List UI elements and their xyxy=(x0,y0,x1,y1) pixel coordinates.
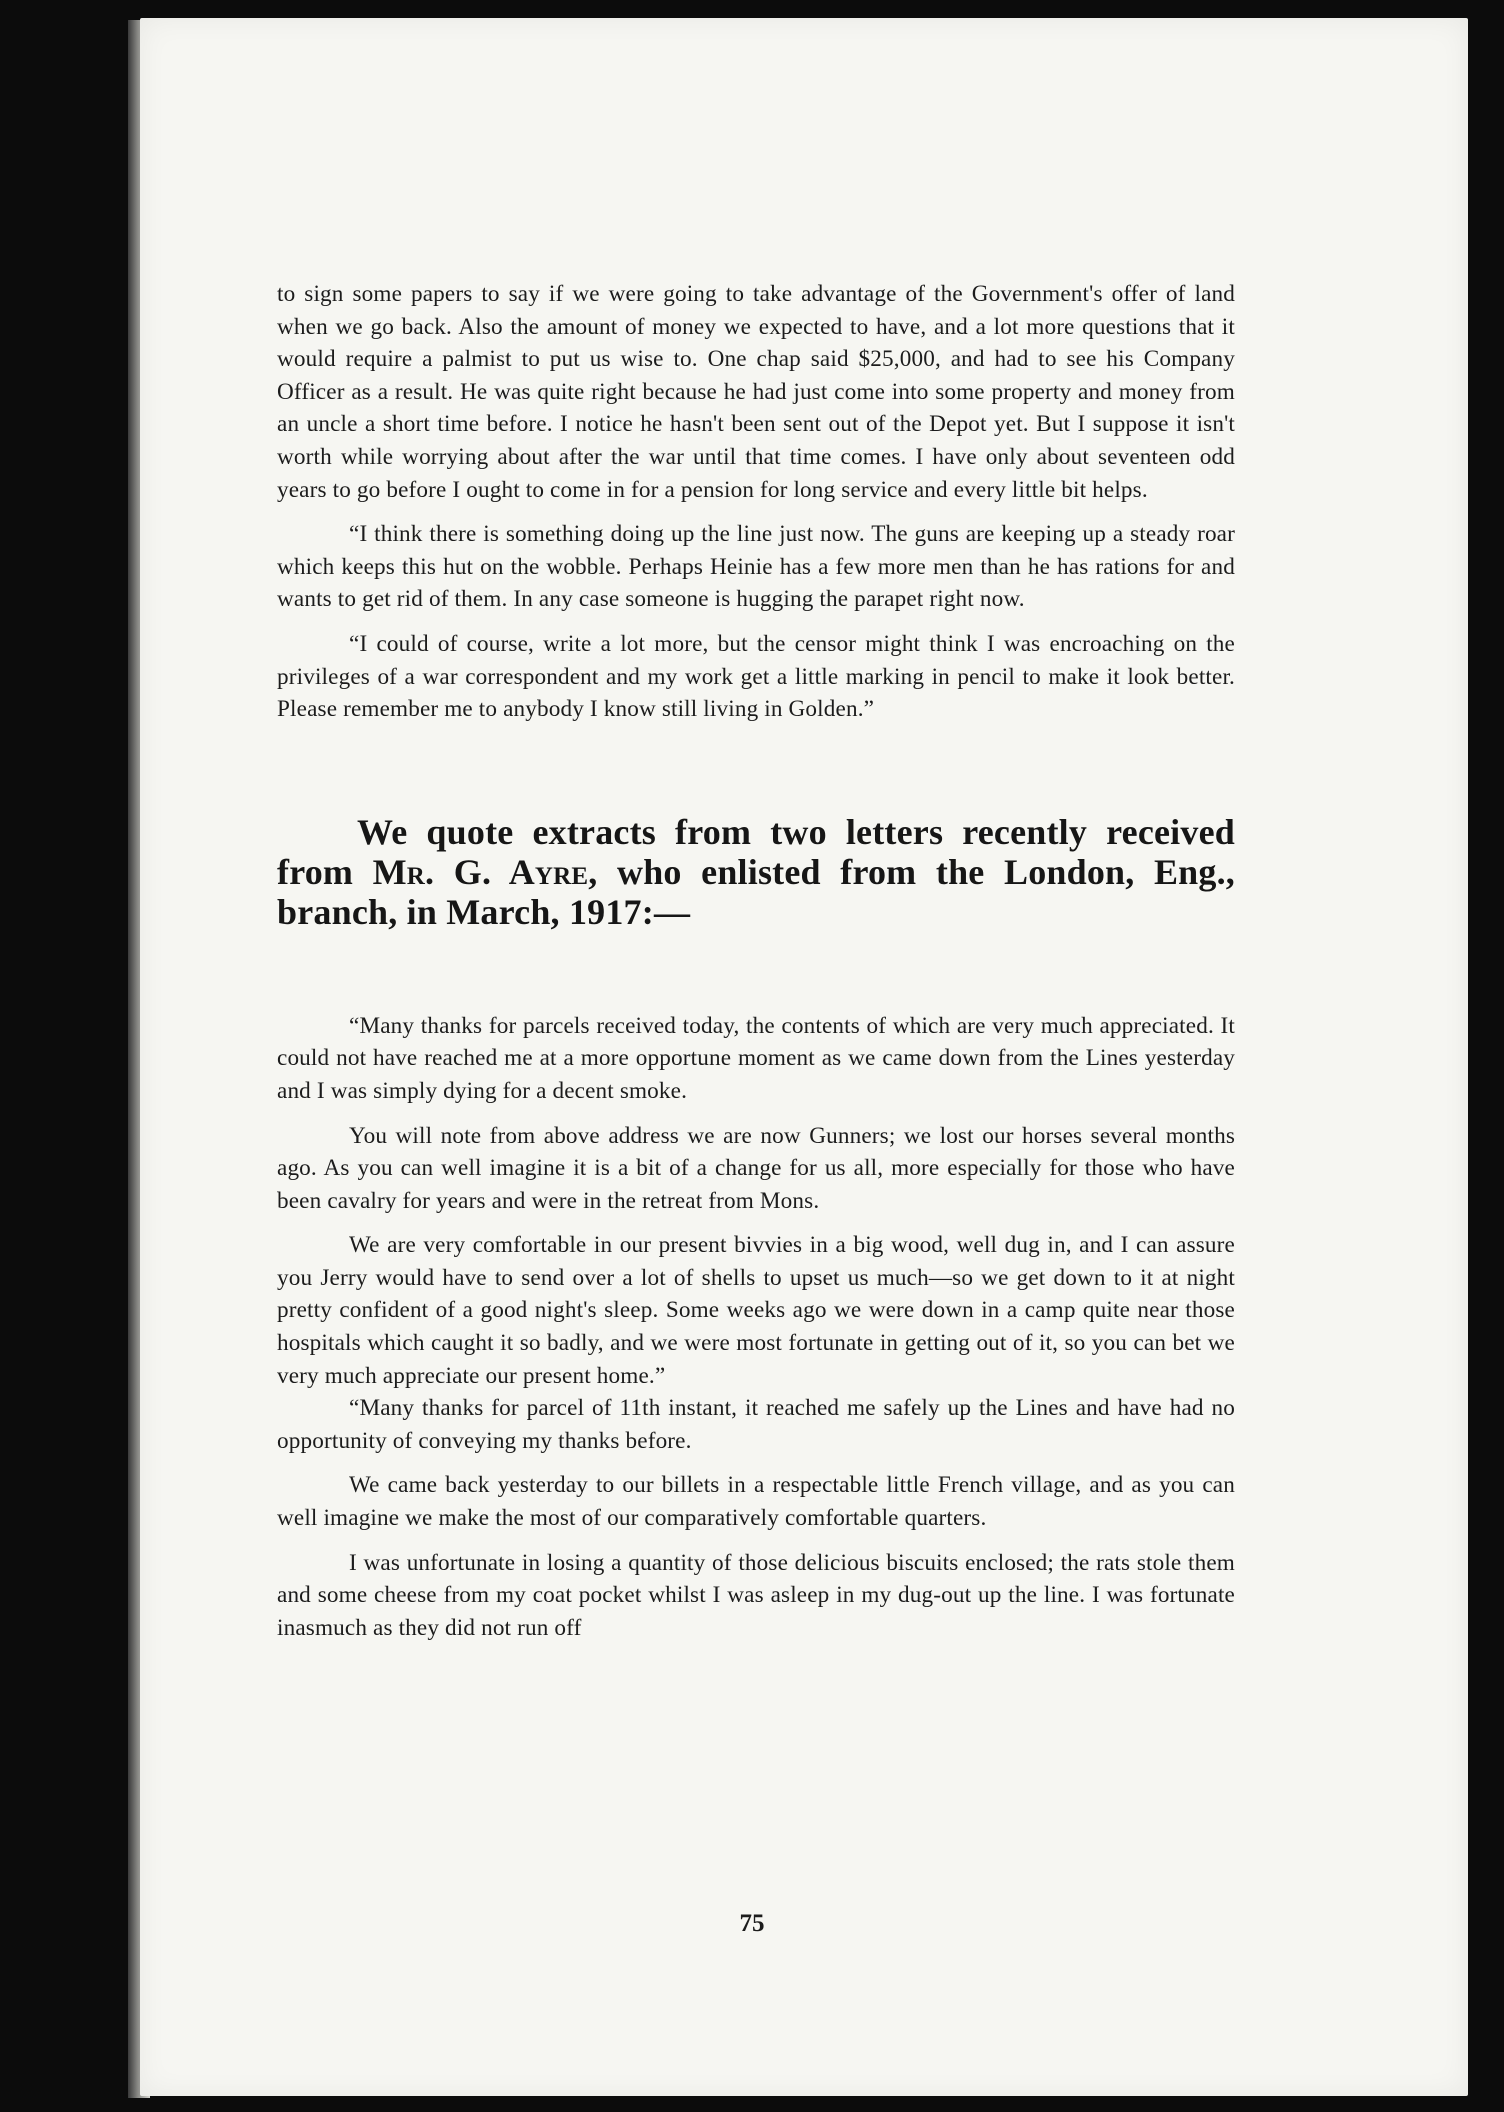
heading-intro: We quote extracts from two letters recently received from xyxy=(277,811,1235,892)
paragraph: We are very comfortable in our present bivvies in a big wood, well dug in, and I can assure you Jerry would have to send over a lot of shells to upset us much—so we get down to it at night pretty confident of a good night's sleep. Some weeks ago we were down in a camp quite near those hospitals which caught it so badly, and we were most fortunate in getting out of it, so you can bet we very much appreciate our present home.” xyxy=(277,1232,1235,1389)
page-number: 75 xyxy=(739,1910,765,1937)
paragraph: “I could of course, write a lot more, but the censor might think I was encroaching on the privileges of a war correspondent and my work get a little marking in pencil to make it look better. Please remember me to anybody I know still living in Golden.” xyxy=(277,630,1235,723)
quoted-letters xyxy=(277,1010,1235,1645)
heading-rest: , who enlisted from the London, Eng., branch, in March, 1917:— xyxy=(277,851,1236,932)
paragraph: We came back yesterday to our billets in a respectable little French village, and as you can well imagine we make the most of our comparatively comfortable quarters. xyxy=(277,1472,1235,1532)
paragraph: You will note from above address we are now Gunners; we lost our horses several months ago. As you can well imagine it is a bit of a change for us all, more especially for those who have been cavalry for years and were in the retreat from Mons. xyxy=(277,1122,1235,1214)
scan-border xyxy=(1468,0,1504,2112)
paragraph: to sign some papers to say if we were going to take advantage of the Government's offer of land when we go back. Also the amount of money we expected to have, and a lot more questions that it would require a palmist to put us wise to. One chap said $25,000, and had to see his Company Officer as a result. He was quite right because he had just come into some property and money from an uncle a short time before. I notice he hasn't been sent out of the Depot yet. But I suppose it isn't worth while worrying about after the war until that time comes. I have only about seventeen odd years to go before I ought to come in for a pension for long service and every little bit helps. xyxy=(277,281,1235,503)
heading-name: Mr. G. Ayre xyxy=(372,851,589,892)
paragraph: I was unfortunate in losing a quantity of those delicious biscuits enclosed; the rats stole them and some cheese from my coat pocket whilst I was asleep in my dug-out up the line. I was fortunate inasmuch as they did not run off xyxy=(277,1549,1235,1641)
paragraph: “Many thanks for parcel of 11th instant, it reached me safely up the Lines and have had no opportunity of conveying my thanks before. xyxy=(277,1395,1235,1454)
letter-continuation xyxy=(277,278,1235,726)
page-content xyxy=(277,278,1235,1644)
paragraph: “Many thanks for parcels received today, the contents of which are very much appreciated. It could not have reached me at a more opportune moment as we came down from the Lines yesterday and I was simply dying for a decent smoke. xyxy=(277,1012,1235,1104)
section-heading xyxy=(277,812,1235,932)
paragraph: “I think there is something doing up the line just now. The guns are keeping up a steady roar which keeps this hut on the wobble. Perhaps Heinie has a few more men than he has rations for and wants to get rid of them. In any case someone is hugging the parapet right now. xyxy=(277,521,1235,613)
